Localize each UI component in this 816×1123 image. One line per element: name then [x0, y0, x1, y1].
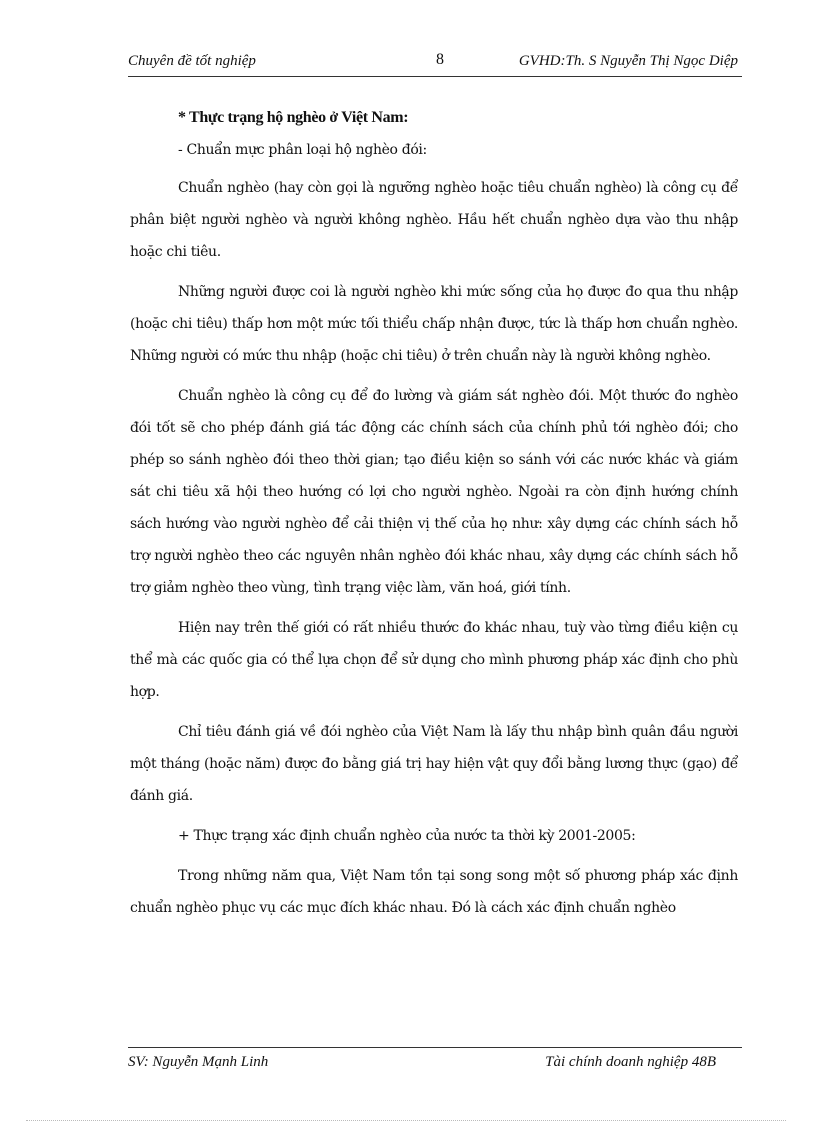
page-number: 8 — [436, 51, 444, 68]
paragraph: Chuẩn nghèo là công cụ để đo lường và giám sát nghèo đói. Một thước đo nghèo đói tốt sẽ cho phép đánh giá tác động các chính sách của chính phủ tới nghèo đói; cho phép so sánh nghèo đói theo thời gian; tạo điều kiện so sánh với các nước khác và giám sát chi tiêu xã hội theo hướng có lợi cho người nghèo. Ngoài ra còn định hướng chính sách hướng vào người nghèo để cải thiện vị thế của họ như: xây dựng các chính sách hỗ trợ người nghèo theo các nguyên nhân nghèo đói khác nhau, xây dựng các chính sách hỗ trợ giảm nghèo theo vùng, tình trạng việc làm, văn hoá, giới tính. — [130, 388, 738, 596]
subheading: - Chuẩn mực phân loại hộ nghèo đói: — [178, 142, 427, 158]
paragraph: Trong những năm qua, Việt Nam tồn tại song song một số phương pháp xác định chuẩn nghèo phục vụ các mục đích khác nhau. Đó là cách xác định chuẩn nghèo — [130, 868, 738, 916]
paragraph: Chuẩn nghèo (hay còn gọi là ngưỡng nghèo hoặc tiêu chuẩn nghèo) là công cụ để phân biệt người nghèo và người không nghèo. Hầu hết chuẩn nghèo dựa vào thu nhập hoặc chi tiêu. — [130, 180, 738, 260]
header-document-type: Chuyên đề tốt nghiệp — [128, 53, 256, 69]
paragraph: Chỉ tiêu đánh giá về đói nghèo của Việt Nam là lấy thu nhập bình quân đầu người một tháng (hoặc năm) được đo bằng giá trị hay hiện vật quy đổi bằng lương thực (gạo) để đánh giá. — [130, 724, 738, 804]
page-footer — [128, 1047, 742, 1078]
header-supervisor: GVHD:Th. S Nguyễn Thị Ngọc Diệp — [518, 53, 738, 69]
page-header — [128, 50, 742, 77]
footer-student: SV: Nguyễn Mạnh Linh — [128, 1054, 269, 1070]
section-heading: * Thực trạng hộ nghèo ở Việt Nam: — [178, 109, 409, 126]
footer-class: Tài chính doanh nghiệp 48B — [545, 1054, 716, 1070]
document-body — [130, 102, 738, 932]
paragraph: Hiện nay trên thế giới có rất nhiều thước đo khác nhau, tuỳ vào từng điều kiện cụ thể mà các quốc gia có thể lựa chọn để sử dụng cho mình phương pháp xác định cho phù hợp. — [130, 620, 738, 700]
paragraph: Những người được coi là người nghèo khi mức sống của họ được đo qua thu nhập (hoặc chi tiêu) thấp hơn một mức tối thiểu chấp nhận được, tức là thấp hơn chuẩn nghèo. Những người có mức thu nhập (hoặc chi tiêu) ở trên chuẩn này là người không nghèo. — [130, 284, 738, 364]
paragraph: + Thực trạng xác định chuẩn nghèo của nước ta thời kỳ 2001-2005: — [178, 828, 636, 844]
page-bottom-divider — [26, 1120, 786, 1121]
